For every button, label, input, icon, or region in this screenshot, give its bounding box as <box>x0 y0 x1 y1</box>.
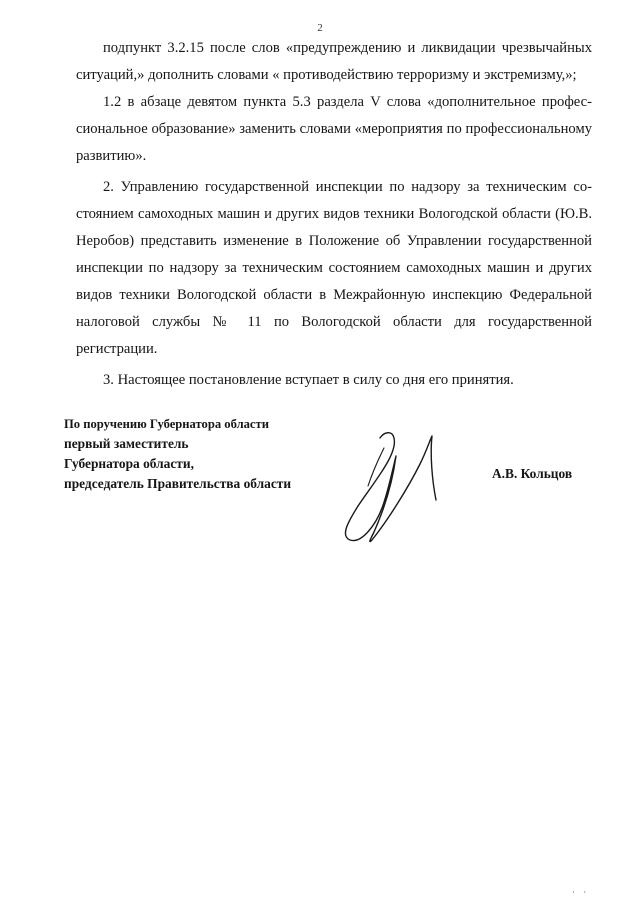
signatory-line-2: первый заместитель <box>64 436 189 451</box>
document-body <box>76 35 592 394</box>
signatory-line-1: По поручению Губернатора области <box>64 417 269 431</box>
paragraph-2: 2. Управлению государственной инспекции по надзору за техническим состоянием самоходных машин и других видов техники Вологодской области (Ю.В. Неробов) представить изменение в Положение об Управлении государственной инспекции по надзору за техническим состоянием самоходных машин и других видов техники Вологодской области в Межрайонную инспекцию Федеральной налоговой службы № 11 по Вологодской области для государственной регистрации. <box>76 179 592 357</box>
signatory-line-4: председатель Правительства области <box>64 476 292 491</box>
corner-mark: · · <box>572 887 590 897</box>
paragraph-1-2: 1.2 в абзаце девятом пункта 5.3 раздела V слова «дополнительное профессиональное образование» заменить словами «мероприятия по профессиональному развитию». <box>76 94 592 164</box>
signatory-title-block <box>64 414 291 494</box>
signatory-line-3: Губернатора области, <box>64 456 194 471</box>
handwritten-signature <box>322 428 472 548</box>
page-number: 2 <box>317 22 323 34</box>
paragraph-3: 3. Настоящее постановление вступает в силу со дня его принятия. <box>103 372 514 388</box>
signatory-name: А.В. Кольцов <box>492 466 573 481</box>
paragraph-subpoint-3-2-15: подпункт 3.2.15 после слов «предупреждению и ликвидации чрезвычайных ситуаций,» дополнить словами « противодействию терроризму и экстремизму,»; <box>76 40 592 83</box>
